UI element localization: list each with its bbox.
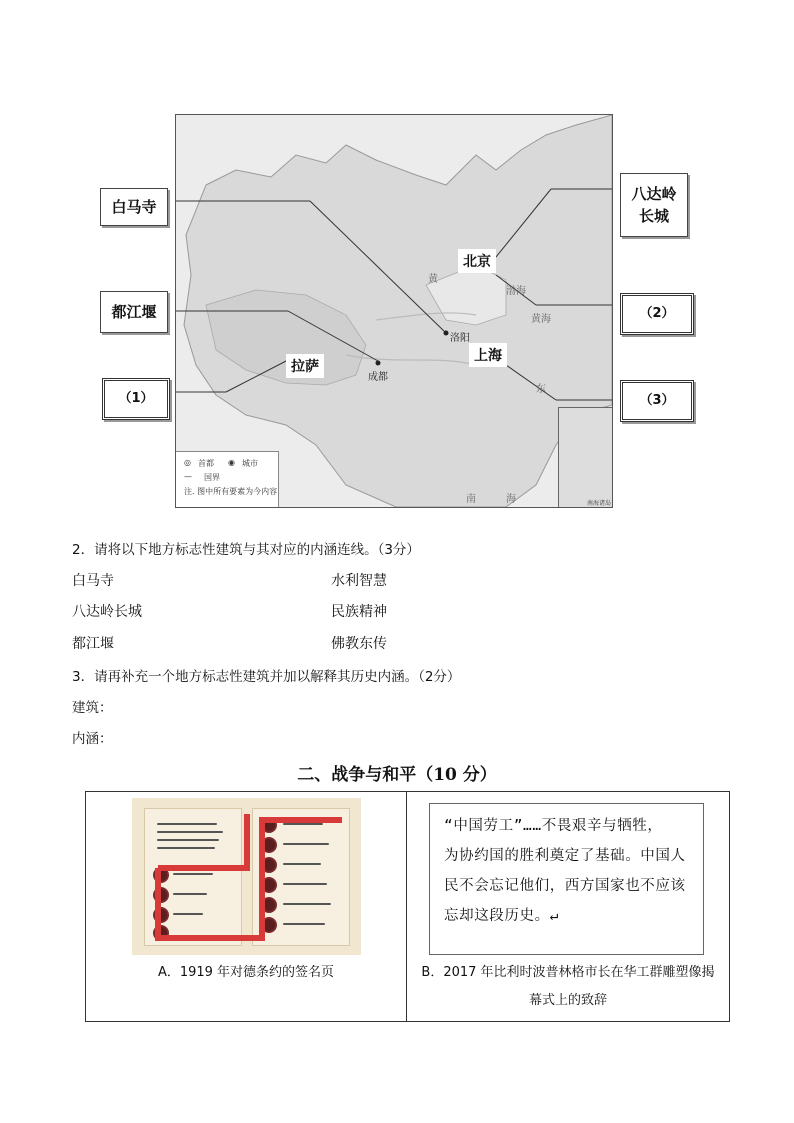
match-left-item: 都江堰	[72, 636, 114, 652]
source-table	[85, 791, 730, 1022]
quote-line: “中国劳工”……不畏艰辛与牺牲，	[444, 818, 663, 834]
section-title: 二、战争与和平（10 分）	[297, 765, 497, 785]
inset-label: 南海诸岛	[586, 500, 611, 507]
treaty-signature-image	[132, 798, 361, 955]
map-label-lhasa: 拉萨	[286, 354, 324, 378]
callout-baimasi: 白马寺	[100, 188, 168, 226]
meaning-label: 内涵：	[72, 731, 113, 747]
china-map	[175, 114, 613, 508]
callout-blank-2: （2）	[620, 293, 694, 335]
callout-badaling-line2: 长城	[638, 207, 669, 225]
caption-b-line2: 幕式上的致辞	[528, 993, 607, 1008]
callout-dujiangyan: 都江堰	[100, 291, 168, 333]
legend-capital-icon: ◎	[184, 458, 191, 467]
map-city-chengdu: 成都	[368, 372, 388, 383]
quote-line: 民不会忘记他们，西方国家也不应该	[444, 878, 686, 894]
map-sea-label: 南	[466, 494, 476, 505]
map-city-luoyang: 洛阳	[450, 333, 470, 344]
treaty-ribbon	[132, 798, 361, 955]
caption-b	[407, 959, 729, 1015]
callout-badaling-line1: 八达岭	[631, 184, 677, 203]
legend-capital: 首都	[198, 459, 214, 468]
map-sea-label: 海	[506, 494, 516, 505]
callout-blank-3: （3）	[620, 380, 694, 422]
quote-line: 为协约国的胜利奠定了基础。中国人	[444, 848, 686, 864]
legend-border: 国界	[204, 473, 220, 482]
map-sea-label: 黄	[428, 274, 438, 285]
match-right-item: 佛教东传	[331, 636, 387, 652]
caption-a: A．1919 年对德条约的签名页	[157, 965, 335, 980]
callout-blank-1: （1）	[102, 378, 170, 420]
caption-b-line1: B．2017 年比利时波普林格市长在华工群雕塑像揭	[421, 965, 715, 980]
match-right-item: 民族精神	[331, 604, 387, 620]
match-right-item: 水利智慧	[331, 573, 387, 589]
map-label-shanghai: 上海	[469, 343, 507, 367]
callout-badaling	[620, 173, 688, 237]
building-label: 建筑：	[72, 700, 113, 716]
quote-box	[429, 803, 704, 955]
map-sea-label: 渤海	[506, 286, 526, 297]
legend-city-icon: ◉	[228, 458, 235, 467]
legend-city: 城市	[242, 459, 258, 468]
map-legend	[176, 451, 279, 508]
legend-note: 注. 图中所有要素为今内容	[184, 487, 278, 496]
match-left-item: 白马寺	[72, 573, 114, 589]
question-2-prompt: 2．请将以下地方标志性建筑与其对应的内涵连线。（3分）	[72, 542, 420, 558]
map-inset	[558, 407, 613, 508]
legend-border-icon: —	[184, 472, 192, 481]
map-sea-label: 东	[536, 384, 546, 395]
map-sea-label: 黄海	[531, 314, 551, 325]
question-3-prompt: 3．请再补充一个地方标志性建筑并加以解释其历史内涵。（2分）	[72, 669, 461, 685]
map-label-beijing: 北京	[458, 249, 496, 273]
quote-line: 忘却这段历史。↵	[444, 908, 560, 924]
match-left-item: 八达岭长城	[72, 604, 142, 620]
